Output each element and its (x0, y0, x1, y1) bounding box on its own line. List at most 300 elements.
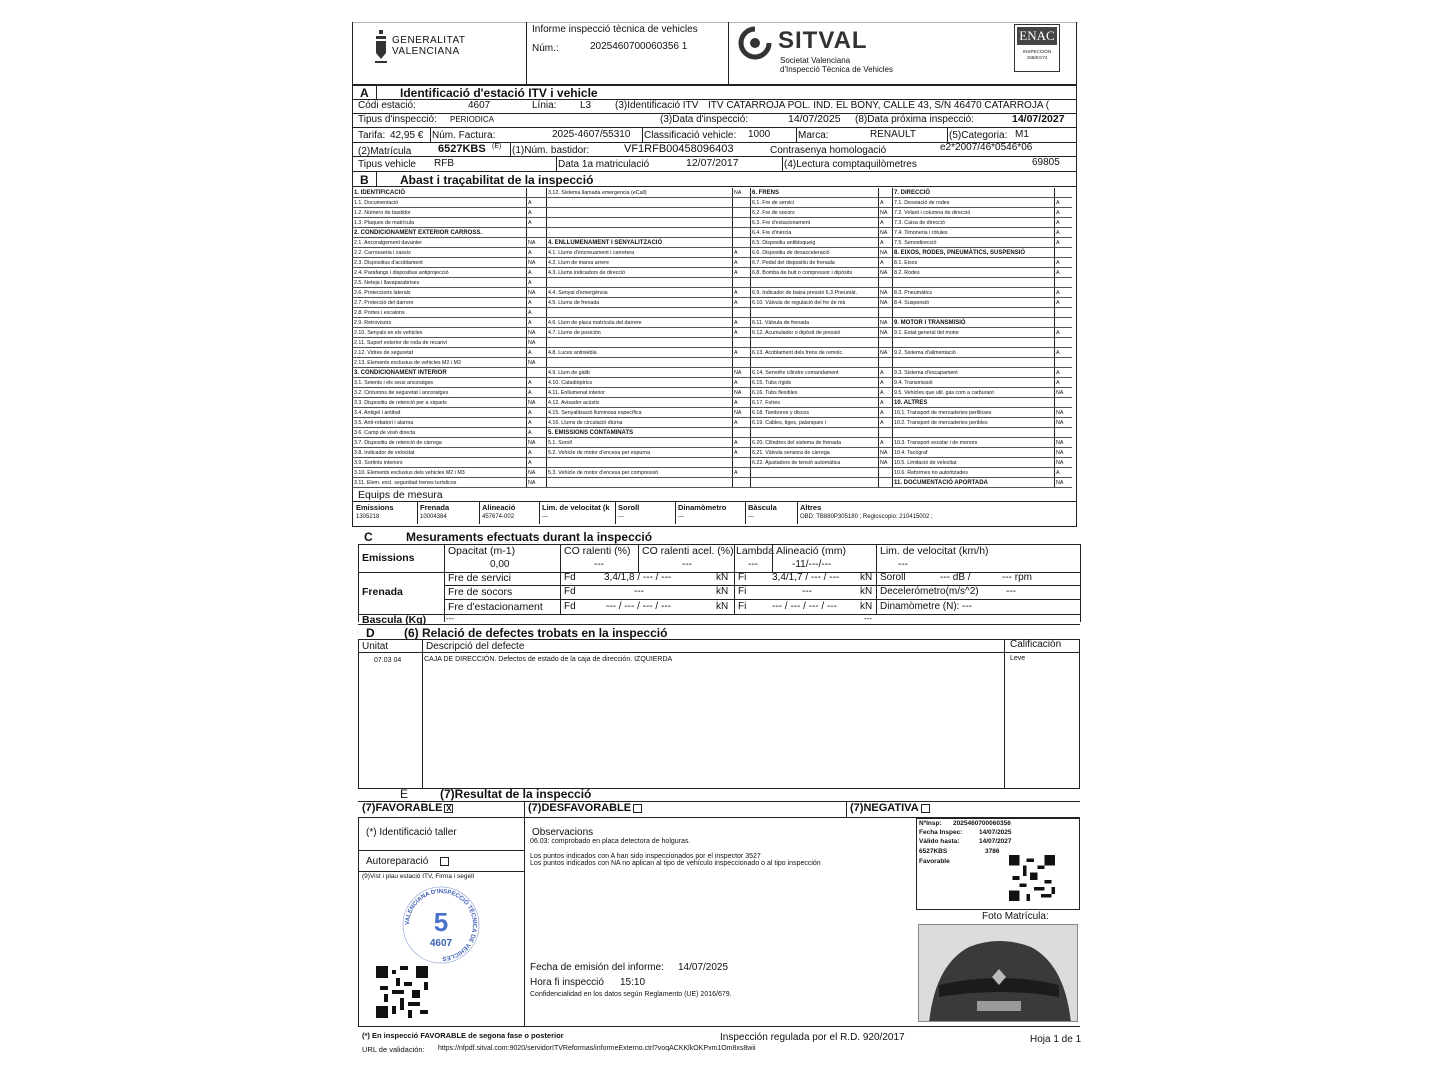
data-prox-label: (8)Data próxima inspecció: (855, 114, 974, 125)
section-b-title: Abast i traçabilitat de la inspecció (400, 173, 594, 187)
fre-servici-label: Fre de servici (448, 572, 512, 584)
bascula-value2: --- (864, 614, 872, 623)
inspection-item-status: A (1056, 470, 1060, 476)
inspection-item-label: 3. CONDICIONAMENT INTERIOR (354, 370, 447, 376)
co-ralenti-value: --- (594, 559, 604, 570)
inspection-item-status: NA (880, 290, 888, 296)
lectura-value: 69805 (1032, 157, 1060, 168)
inspection-item-status: A (880, 380, 884, 386)
inspection-item-row (546, 478, 750, 488)
inspection-item-status: A (528, 310, 532, 316)
autoreparacio (366, 857, 449, 867)
inspection-item-label: 7.4. Timoneria i ròtules (894, 230, 948, 236)
fd-servici-value: 3,4/1,8 / --- / --- (604, 572, 672, 583)
fi-socors-value: --- (802, 586, 812, 597)
decel-value: --- (1006, 586, 1016, 597)
bastidor-label: (1)Núm. bastidor: (512, 145, 590, 156)
inspection-item-label: 6.16. Tubs flexibles (752, 390, 798, 396)
inspection-item-status: NA (528, 440, 536, 446)
autoreparacio-label: Autoreparació (366, 856, 429, 868)
inspection-item-label: 2.13. Elements exclusius de vehicles M2 i M3 (354, 360, 461, 366)
inspection-item-status: A (528, 420, 532, 426)
opacitat-label: Opacitat (m-1) (448, 545, 516, 557)
categoria-value: M1 (1015, 129, 1029, 140)
fd-socors-kn: kN (716, 586, 729, 597)
stamp-number: 5 (433, 907, 449, 937)
desfavorable-option (528, 803, 642, 814)
factura-value: 2025-4607/55310 (552, 129, 631, 140)
inspection-item-status: NA (1056, 480, 1064, 486)
equip-value: OBD: TB880P305180 ; Regloscopio: 210415002 ; (800, 514, 933, 520)
autoreparacio-checkbox (440, 857, 449, 866)
inspection-item-label: 9.5. Vehicles que util. gas com a carburant (894, 390, 994, 396)
inspection-item-label: 6.20. Cilindres del sistema de frenada (752, 440, 841, 446)
inspection-item-label: 10.3. Transport escolar i de menors (894, 440, 978, 446)
card-valido: 14/07/2027 (979, 838, 1012, 845)
inspection-item-status: NA (528, 470, 536, 476)
fd-servici-label: Fd (564, 572, 576, 583)
inspection-item-row (546, 218, 750, 228)
obs-line3: Los puntos indicados con NA no aplican al tipo de vehículo inspeccionado o al tipo inspección (530, 860, 821, 867)
inspection-item-label: 4.9. Llum de gàlib (548, 370, 590, 376)
inspection-item-label: 2.9. Retrovisors (354, 320, 392, 326)
inspection-item-label: 1.2. Número de bastidor (354, 210, 411, 216)
inspection-item-status: NA (734, 190, 742, 196)
inspection-item-label: 3.4. Antigel i antibaf (354, 410, 401, 416)
inspection-item-status: NA (528, 240, 536, 246)
inspection-item-status: A (528, 390, 532, 396)
co-acel-label: CO ralenti acel. (%) (642, 545, 734, 557)
inspection-item-status: A (734, 270, 738, 276)
inspection-item-label: 6.10. Vàlvula de regulació del fre de mà (752, 300, 846, 306)
tipus-veh-value: RFB (434, 158, 454, 169)
inspection-item-status: NA (1056, 410, 1064, 416)
soroll-label: Soroll (880, 572, 906, 583)
report-title: Informe inspecció tècnica de vehicles (532, 24, 698, 35)
inspection-item-row (546, 278, 750, 288)
inspection-item-label: 8.3. Pneumàtics (894, 290, 932, 296)
inspection-item-status: A (880, 260, 884, 266)
fre-socors-label: Fre de socors (448, 586, 513, 598)
data-matr-label: Data 1a matriculació (558, 159, 650, 170)
enac-mark: ENAC (1017, 27, 1057, 45)
inspection-item-label: 2.6. Proteccions laterals (354, 290, 411, 296)
matricula-label: (2)Matrícula (358, 146, 412, 157)
footer-page: Hoja 1 de 1 (1030, 1034, 1082, 1045)
inspection-item-status: A (528, 350, 532, 356)
obs-line1: 06.03: comprobado en placa detectora de holguras. (530, 838, 691, 845)
obs-line2: Los puntos indicados con A han sido inspeccionados por el inspector 3527 (530, 853, 761, 860)
co-acel-value: --- (682, 559, 692, 570)
sitval-sub2: d'Inspecció Tècnica de Vehicles (780, 65, 894, 74)
inspection-item-status: A (880, 420, 884, 426)
inspection-item-label: 8. EIXOS, RODES, PNEUMÀTICS, SUSPENSIÓ (894, 250, 1026, 256)
inspection-item-status: NA (1056, 450, 1064, 456)
defect-calif: Leve (1010, 655, 1026, 662)
inspection-item-label: 6.18. Tambores y discos (752, 410, 810, 416)
equip-divider (615, 502, 616, 524)
alineacio-value: -11/---/--- (792, 559, 832, 570)
inspection-item-status: NA (528, 360, 536, 366)
emissions-label: Emissions (362, 552, 415, 564)
codi-label: Códi estació: (358, 100, 416, 111)
equip-value: 1305218 (356, 514, 380, 520)
equip-label: Frenada (420, 503, 450, 512)
inspection-item-label: 6.13. Acoblament dels frens de remolc (752, 350, 843, 356)
matricula-value: 6527KBS (438, 143, 486, 155)
inspection-item-label: 3.6. Camp de visió directa (354, 430, 416, 436)
inspection-item-label: 2.7. Protecció del darrere (354, 300, 414, 306)
linia-label: Línia: (532, 100, 557, 111)
inspection-item-label: 9.3. Sistema d'escapament (894, 370, 958, 376)
section-a-letter: A (360, 86, 369, 100)
section-d-letter: D (366, 626, 375, 640)
inspection-item-label: 3.1. Seients i els seus ancoratges (354, 380, 434, 386)
sitval-name: SITVAL (778, 27, 868, 54)
inspection-item-label: 10. ALTRES (894, 400, 928, 406)
card-fecha: 14/07/2025 (979, 829, 1012, 836)
inspection-item-row (546, 358, 750, 368)
inspection-item-status: A (880, 240, 884, 246)
inspection-item-status: NA (880, 450, 888, 456)
inspection-item-label: 3.10. Elements exclusius dels vehicles M2 i M3 (354, 470, 465, 476)
inspection-item-row (546, 308, 750, 318)
card-result: Favorable (919, 858, 950, 865)
inspection-item-row (892, 338, 1072, 348)
inspection-item-label: 9.1. Estat general del motor (894, 330, 960, 336)
negativa-option (850, 803, 930, 814)
inspection-item-status: A (734, 290, 738, 296)
sitval-sub1: Societat Valenciana (780, 56, 851, 65)
inspection-item-label: 4.1. Llums d'encreuament i carretera (548, 250, 635, 256)
inspection-item-label: 6.5. Dispositiu antibloqueig (752, 240, 816, 246)
footer-url[interactable]: https://nfpdf.sitval.com:9020/servidorITVReformas/informeExterno.ctrl?voqACKKlkOKPxm1Om8xs8wii (438, 1045, 756, 1052)
dinam-value: --- (962, 601, 972, 612)
inspection-item-label: 6. FRENS (752, 190, 780, 196)
codi-value: 4607 (468, 100, 491, 111)
inspection-item-label: 2.8. Portes i escalons (354, 310, 405, 316)
inspection-item-status: NA (528, 480, 536, 486)
card-valido-label: Válido hasta: (919, 838, 960, 845)
inspection-item-label: 4.3. Llums indicadors de direcció (548, 270, 626, 276)
data-matr-value: 12/07/2017 (686, 157, 739, 169)
inspection-item-status: A (528, 250, 532, 256)
equip-label: Alineació (482, 503, 516, 512)
bastidor-value: VF1RFB00458096403 (624, 143, 734, 155)
ident-label: (3)Identificació ITV (615, 100, 699, 111)
desfavorable-label: (7)DESFAVORABLE (528, 802, 632, 814)
data-insp-value: 14/07/2025 (788, 113, 841, 125)
inspection-item-status: A (1056, 240, 1060, 246)
inspection-item-label: 11. DOCUMENTACIÓ APORTADA (894, 480, 988, 486)
homolog-value: e2*2007/46*0546*06 (940, 142, 1033, 153)
inspection-item-status: A (880, 390, 884, 396)
inspection-item-status: A (880, 440, 884, 446)
equip-value: --- (678, 514, 684, 520)
inspection-item-label: 4.15. Senyalització lluminosa específica (548, 410, 642, 416)
itv-stamp (400, 884, 482, 966)
inspection-item-row (750, 308, 892, 318)
fd-socors-value: --- (634, 586, 644, 597)
stamp-ring-text: VALENCIANA D'INSPECCIÓ TÈCNICA DE VEHICLES (404, 888, 478, 962)
lim-vel-label: Lim. de velocitat (km/h) (880, 545, 989, 557)
defect-desc: CAJA DE DIRECCIÓN. Defectos de estado de la caja de dirección. IZQUIERDA (424, 656, 673, 663)
inspection-item-label: 3.12. Sistema llamada emergencia (eCall) (548, 190, 647, 196)
inspection-item-row (750, 358, 892, 368)
inspection-item-status: A (528, 220, 532, 226)
equip-value: --- (748, 514, 754, 520)
equip-divider (745, 502, 746, 524)
inspection-item-label: 6.15. Tubs rígids (752, 380, 792, 386)
col-calif: Calificación (1010, 639, 1062, 650)
inspection-item-status: A (880, 220, 884, 226)
homolog-label: Contrasenya homologació (770, 145, 887, 156)
fi-socors-label: Fi (738, 586, 747, 597)
inspection-item-status: A (1056, 270, 1060, 276)
inspection-item-label: 7.3. Caixa de direcció (894, 220, 945, 226)
equip-divider (479, 502, 480, 524)
inspection-item-label: 9. MOTOR I TRANSMISIÓ (894, 320, 966, 326)
inspection-item-label: 2.10. Senyals en els vehicles (354, 330, 423, 336)
report-num-label: Núm.: (532, 43, 559, 54)
equip-label: Emissions (356, 503, 394, 512)
fi-servici-label: Fi (738, 572, 747, 583)
inspection-item-status: NA (1056, 460, 1064, 466)
enac-sub: INSPECCIÓN 155/EI174 (1022, 49, 1051, 60)
equip-label: Altres (800, 503, 822, 512)
inspection-item-label: 3.2. Cinturons de seguretat i ancoratges (354, 390, 449, 396)
inspection-item-status: A (880, 200, 884, 206)
inspection-item-status: A (734, 320, 738, 326)
inspection-item-label: 6.22. Ajustadors de tensió automàtica (752, 460, 841, 466)
inspection-item-label: 7.2. Volant i columna de direcció (894, 210, 971, 216)
equips-title: Equips de mesura (358, 489, 443, 501)
inspection-item-status: A (734, 330, 738, 336)
inspection-item-label: 4.5. Llums de frenada (548, 300, 600, 306)
inspection-item-status: NA (1056, 440, 1064, 446)
inspection-item-status: NA (734, 390, 742, 396)
section-a-title: Identificació d'estació ITV i vehicle (400, 86, 598, 100)
inspection-item-status: A (1056, 350, 1060, 356)
inspection-item-label: 6.6. Dispositiu de desacceleració (752, 250, 830, 256)
gva-line2: VALENCIANA (392, 46, 460, 57)
hora-value: 15:10 (620, 977, 646, 988)
decel-label: Decelerómetro(m/s^2) (880, 586, 979, 597)
soroll-rpm: --- rpm (1002, 572, 1032, 583)
lim-vel-value: --- (898, 559, 908, 570)
inspection-item-status: A (1056, 220, 1060, 226)
inspection-item-status: NA (880, 210, 888, 216)
equip-divider (539, 502, 540, 524)
inspection-report-sheet (352, 22, 1084, 1058)
inspection-item-status: A (528, 450, 532, 456)
fi-estac-kn: kN (860, 601, 873, 612)
section-d-title: (6) Relació de defectes trobats en la inspecció (404, 626, 668, 640)
negativa-label: (7)NEGATIVA (850, 802, 919, 814)
inspection-item-label: 3.9. Sortints interiors (354, 460, 403, 466)
inspection-item-row (546, 338, 750, 348)
inspection-item-status: A (734, 380, 738, 386)
equips-grid (352, 502, 1077, 524)
frenada-label: Frenada (362, 586, 403, 598)
section-e-letter: E (400, 787, 409, 801)
inspection-item-label: 6.2. Fre de socors (752, 210, 795, 216)
inspection-item-status: A (1056, 380, 1060, 386)
inspection-item-label: 2.4. Parafangs i dispositius antiprojecció (354, 270, 449, 276)
equip-divider (417, 502, 418, 524)
section-c-title: Mesuraments efectuats durant la inspecció (406, 530, 653, 544)
inspection-item-status: A (734, 300, 738, 306)
inspection-item-status: NA (528, 260, 536, 266)
inspection-item-label: 4.10. Catadiòptrics (548, 380, 593, 386)
ident-value: ITV CATARROJA POL. IND. EL BONY, CALLE 43, S/N 46470 CATARROJA ( (708, 100, 1050, 111)
section-c-letter: C (364, 530, 373, 544)
inspection-item-status: A (1056, 290, 1060, 296)
tarifa-value: 42,95 € (390, 130, 424, 141)
inspection-item-label: 10.6. Reformes no autoritzades (894, 470, 968, 476)
stamp-code: 4607 (429, 938, 453, 949)
lectura-label: (4)Lectura comptaquilòmetres (784, 159, 917, 170)
inspection-item-row (892, 308, 1072, 318)
inspection-item-label: 6.7. Pedal del dispositiu de frenada (752, 260, 835, 266)
tipus-veh-label: Tipus vehicle (358, 159, 416, 170)
inspection-item-label: 5. EMISSIONS CONTAMINATS (548, 430, 634, 436)
tipus-value: PERIODICA (450, 115, 495, 124)
fi-estac-label: Fi (738, 601, 747, 612)
equip-label: Soroll (618, 503, 640, 512)
inspection-item-label: 5.3. Vehicle de motor d'encesa per compressió (548, 470, 658, 476)
inspection-item-label: 6.11. Vàlvula de frenada (752, 320, 810, 326)
equip-value: --- (542, 514, 548, 520)
inspection-item-label: 6.8. Bomba de buit o compressor i dipòsits (752, 270, 853, 276)
inspection-item-label: 2.1. Ancoratgement davanter (354, 240, 423, 246)
inspection-item-status: A (528, 410, 532, 416)
inspection-item-label: 2.3. Dispositius d'acoblament (354, 260, 423, 266)
inspection-item-status: A (734, 440, 738, 446)
fi-estac-value: --- / --- / --- / --- (772, 601, 837, 612)
inspection-item-label: 1. IDENTIFICACIÓ (354, 190, 406, 196)
inspection-item-label: 3.3. Dispositiu de retenció per a xiquets (354, 400, 447, 406)
inspection-item-label: 3.7. Dispositiu de retenció de càrrega (354, 440, 442, 446)
inspection-item-label: 6.19. Cables, tiges, palanques i (752, 420, 826, 426)
soroll-db: --- dB / (940, 572, 971, 583)
confid-text: Confidencialidad en los datos según Reglamento (UE) 2016/679. (530, 991, 732, 998)
inspection-item-status: NA (880, 330, 888, 336)
inspection-item-label: 6.17. Folres (752, 400, 780, 406)
inspection-item-label: 8.2. Rodes (894, 270, 920, 276)
inspection-item-label: 7.5. Servodirecció (894, 240, 937, 246)
inspection-item-status: NA (528, 290, 536, 296)
fi-servici-kn: kN (860, 572, 873, 583)
qr-code-icon (376, 966, 428, 1018)
inspection-item-row (546, 208, 750, 218)
inspection-item-status: A (528, 320, 532, 326)
inspection-item-status: A (734, 260, 738, 266)
inspection-item-label: 6.1. Fre de servici (752, 200, 795, 206)
equip-value: 457674-002 (482, 514, 515, 520)
inspection-item-status: A (880, 410, 884, 416)
inspection-item-row (546, 198, 750, 208)
inspection-item-label: 4. ENLLUMENAMENT I SENYALITZACIÓ (548, 240, 663, 246)
inspection-item-row (892, 428, 1072, 438)
enac-logo (1014, 24, 1060, 72)
inspection-item-row (750, 338, 892, 348)
fi-servici-value: 3,4/1,7 / --- / --- (772, 572, 840, 583)
inspection-item-status: A (1056, 210, 1060, 216)
inspection-item-status: A (528, 460, 532, 466)
visti-label: (9)Vist i plau estació ITV, Firma i segell (362, 873, 474, 880)
equip-divider (675, 502, 676, 524)
inspection-item-label: 4.12. Avisador acústic (548, 400, 600, 406)
fd-estac-kn: kN (716, 601, 729, 612)
inspection-item-status: A (1056, 330, 1060, 336)
emision-label: Fecha de emisión del informe: (530, 962, 664, 973)
lambda-value: --- (748, 559, 758, 570)
inspection-item-status: NA (734, 410, 742, 416)
fi-socors-kn: kN (860, 586, 873, 597)
tarifa-label: Tarifa: (358, 130, 386, 141)
inspection-item-status: A (528, 380, 532, 386)
inspection-item-label: 6.4. Fre d'inèrcia (752, 230, 792, 236)
inspection-item-label: 7.1. Desviació de rodes (894, 200, 950, 206)
inspection-item-status: NA (880, 230, 888, 236)
section-e-title: (7)Resultat de la inspecció (440, 787, 592, 801)
inspection-item-status: A (734, 250, 738, 256)
hora-label: Hora fi inspecció (530, 977, 604, 988)
inspection-item-label: 8.4. Suspensió (894, 300, 930, 306)
inspection-item-status: A (734, 470, 738, 476)
inspection-item-row (750, 468, 892, 478)
alineacio-label: Alineació (mm) (776, 545, 847, 557)
inspection-item-label: 6.12. Acumulador o dipòsit de pressió (752, 330, 841, 336)
inspection-item-label: 10.4. Tacògraf (894, 450, 928, 456)
footer-url-label: URL de validación: (362, 1045, 425, 1054)
fd-socors-label: Fd (564, 586, 576, 597)
gva-logo-icon (374, 30, 388, 66)
plate-photo (918, 924, 1078, 1022)
classif-value: 1000 (748, 129, 771, 140)
inspection-item-status: A (1056, 200, 1060, 206)
marca-label: Marca: (798, 130, 829, 141)
inspection-item-label: 4.16. Llums de circulació diürna (548, 420, 623, 426)
inspection-item-row (750, 478, 892, 488)
ident-taller: (*) Identificació taller (366, 827, 457, 838)
card-ninsp: 2025460700060356 (953, 820, 1011, 827)
inspection-item-status: A (528, 300, 532, 306)
inspection-item-status: A (528, 280, 532, 286)
footer-regulated: Inspección regulada por el R.D. 920/2017 (720, 1032, 905, 1043)
bascula-value: --- (446, 614, 454, 623)
col-desc: Descripció del defecte (426, 641, 525, 652)
co-ralenti-label: CO ralenti (%) (564, 545, 631, 557)
inspection-item-status: A (880, 370, 884, 376)
inspection-item-status: A (880, 400, 884, 406)
inspection-item-status: A (528, 200, 532, 206)
inspection-items-grid (352, 188, 1077, 498)
report-num-value: 2025460700060356 1 (590, 41, 688, 52)
inspection-item-label: 7. DIRECCIÓ (894, 190, 931, 196)
inspection-item-status: NA (880, 270, 888, 276)
inspection-item-label: 2.11. Suport exterior de roda de recanvi (354, 340, 447, 346)
equip-value: --- (618, 514, 624, 520)
inspection-item-label: 4.7. Llums de posición (548, 330, 601, 336)
categoria-label: (5)Categoria: (949, 130, 1008, 141)
inspection-item-status: A (734, 420, 738, 426)
inspection-item-status: A (1056, 230, 1060, 236)
favorable-option (362, 803, 453, 814)
inspection-item-label: 3.8. Indicador de velocitat (354, 450, 415, 456)
marca-value: RENAULT (870, 129, 916, 140)
